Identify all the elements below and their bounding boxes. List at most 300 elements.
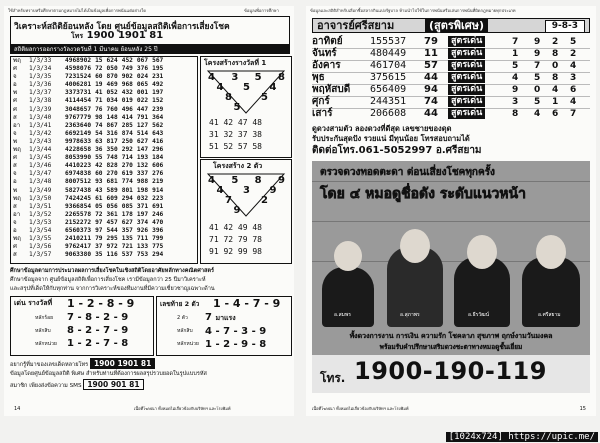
left-result-labels (35, 312, 57, 351)
stats-cell: 60 (95, 73, 103, 81)
stats-cell: 714 (121, 154, 133, 162)
stats-cell: จ (13, 218, 17, 226)
stats-cell: 1/3/50 (29, 194, 52, 202)
stats-cell: 270 (121, 162, 133, 170)
stats-cell: 567 (152, 57, 164, 64)
left-header-phone: 1900 1901 81 (86, 30, 164, 41)
day-cell: 5 (534, 97, 541, 107)
stats-cell: 6560373 (65, 226, 92, 234)
stats-cell: อ (13, 81, 17, 89)
stats-cell: 6974838 (65, 170, 92, 178)
stats-cell: 72 (95, 65, 103, 73)
day-cell: อังคาร (312, 60, 341, 71)
stats-cell: 537 (121, 251, 133, 259)
stats-cell: 294 (121, 194, 133, 202)
stats-row (11, 235, 165, 243)
day-cell: 7 (534, 61, 541, 71)
right-header-title: อาจารย์ศรีสยาม (317, 19, 395, 32)
astrologer-name: อ.สมพร (334, 312, 351, 318)
formula-label: สูตรเด่น (448, 84, 485, 95)
stats-cell: 61 (95, 194, 103, 202)
tri1-title: โครงสร้างรางวัลที่ 1 (204, 59, 267, 67)
promo-line: ศึกษาข้อมูลตามการประมวลผลการเสี่ยงโชคในเชิงสถิติโดยอาศัยหลักทางคณิตศาสตร์ (10, 268, 215, 274)
stats-row (11, 122, 165, 130)
stats-cell: 239 (152, 105, 164, 113)
stats-cell: 1/3/55 (29, 235, 52, 243)
right-result-main: 1 - 4 - 7 - 9 (213, 297, 281, 310)
stats-cell: 1/3/33 (29, 57, 52, 64)
stats-cell: 643 (152, 129, 164, 137)
left-row2-label: หลักสิบ (35, 328, 51, 334)
stats-cell: 1/3/40 (29, 113, 52, 121)
stats-row (11, 243, 165, 251)
left-credit: เนื้อที่โฆษณา ทั้งหมดไม่เกี่ยวข้องกับบริษัทฯ และโรงพิมพ์ (134, 406, 231, 411)
stats-cell: 361 (106, 210, 118, 218)
stats-row (11, 138, 165, 146)
contact-line-1: ดูดวงสามตัว ลองดวงที่ดีสุด เลขชายของดุด (312, 124, 452, 133)
stats-cell: พฤ (13, 194, 21, 202)
stats-cell: 76 (95, 105, 103, 113)
stats-cell: พ (13, 186, 18, 194)
tri-digit: 5 (233, 102, 241, 113)
stats-cell: 2363640 (65, 121, 92, 129)
stats-cell: ศ (13, 154, 17, 162)
day-cell: 9 (534, 37, 541, 47)
stats-cell: 55 (95, 154, 103, 162)
tri-digit: 8 (278, 72, 285, 83)
astrologer-face (334, 241, 362, 271)
stats-cell: พฤ (13, 235, 21, 243)
stats-row (11, 97, 165, 105)
stats-cell: 870 (106, 73, 118, 81)
stats-cell: 022 (136, 97, 149, 105)
tri1-pair-row: 51 52 57 58 (209, 142, 262, 151)
stats-cell: 54 (95, 129, 103, 137)
day-cell: 5 (570, 37, 577, 47)
day-cell: 6 (570, 85, 577, 95)
promo-line: ศึกษาข้อมูลจาก ศูนย์ข้อมูลสถิติเพื่อการเสี่ยงโชค เรามีข้อมูลกว่า 25 ปีมาวิเคราะห์ (10, 277, 206, 283)
day-cell: 4 (552, 85, 559, 95)
stats-cell: 364 (152, 113, 164, 121)
stats-cell: ส (13, 162, 17, 170)
stats-cell: 452 (121, 57, 133, 64)
right-row1-label: 2 ตัว (177, 315, 188, 321)
day-cell: 1 (552, 97, 559, 107)
stats-cell: 37 (95, 243, 103, 251)
tri-digit: 7 (225, 195, 232, 206)
stats-cell: 148 (106, 113, 118, 121)
day-cell: พุธ (312, 72, 325, 83)
stats-row (11, 106, 165, 114)
left-header-phone-label: โทร (71, 32, 84, 40)
stats-cell: 5827438 (65, 186, 92, 194)
day-cell: 5 (512, 61, 519, 71)
tri-digit: 4 (208, 72, 215, 83)
day-cell: 0 (552, 61, 559, 71)
stats-cell: 914 (152, 186, 164, 194)
stats-row (11, 89, 165, 97)
stats-cell: 1/3/52 (29, 210, 52, 218)
banner-phone: 1900-190-119 (354, 357, 547, 385)
day-cell: 6 (552, 109, 559, 119)
stats-cell: 135 (121, 235, 133, 243)
astrologer-name: อ.ธีรวัฒน์ (468, 312, 490, 318)
stats-cell: 1/3/54 (29, 226, 52, 234)
stats-cell: 416 (152, 137, 164, 145)
stats-table (11, 57, 165, 259)
stats-cell: 376 (136, 65, 149, 73)
stats-cell: 36 (95, 146, 103, 154)
stats-row (11, 154, 165, 162)
stats-cell: 4968902 (65, 57, 92, 64)
stats-cell: 067 (136, 57, 149, 64)
stats-row (11, 195, 165, 203)
left-header-title: วิเคราะห์สถิติย้อนหลัง โดย ศูนย์ข้อมูลสถิติเพื่อการเสี่ยงโชค (14, 22, 230, 32)
tri2-title: โครงสร้าง 2 ตัว (213, 162, 263, 170)
stats-cell: 032 (136, 194, 149, 202)
stats-cell: 774 (121, 178, 133, 186)
tri-digit: 5 (243, 82, 250, 93)
stats-cell: พ (13, 137, 18, 145)
stats-cell: 147 (136, 146, 149, 154)
day-cell: 11 (424, 48, 438, 59)
stats-cell: 9978633 (65, 137, 92, 145)
right-header-code: 9-8-3 (545, 20, 585, 33)
day-cell: 44 (424, 72, 438, 83)
tri1-box (200, 56, 292, 158)
stats-cell: 7424245 (65, 194, 92, 202)
stats-cell: 1/3/47 (29, 170, 52, 178)
day-cell: อาทิตย์ (312, 36, 343, 47)
day-cell: 2 (570, 49, 577, 59)
stats-cell: 2152272 (65, 218, 92, 226)
stats-cell: อา (13, 210, 21, 218)
left-row3: 1 - 2 - 7 - 8 (67, 338, 129, 349)
stats-cell: 627 (121, 218, 133, 226)
formula-label: สูตรเด่น (448, 48, 485, 59)
stats-row (11, 65, 165, 73)
tri2-pair-row: 41 42 49 48 (209, 223, 262, 232)
stats-cell: 60 (95, 170, 103, 178)
stats-cell: ศ (13, 105, 17, 113)
stats-cell: 1/3/44 (29, 146, 52, 154)
left-footer-line1 (10, 358, 290, 370)
stats-cell: 79 (95, 235, 103, 243)
tri-digit: 2 (261, 195, 268, 206)
stats-cell: 1/3/35 (29, 73, 52, 81)
stats-cell: 396 (152, 226, 164, 234)
stats-cell: จ (13, 73, 17, 81)
stats-row (11, 251, 165, 259)
stats-cell: 05 (95, 202, 103, 210)
tri2-pairs (209, 222, 262, 258)
right-row3: 1 - 2 - 9 - 8 (205, 339, 267, 350)
astrologer-face (467, 235, 497, 269)
tri-digit: 9 (278, 175, 285, 186)
day-cell: 3 (512, 97, 519, 107)
stats-cell: ส (13, 202, 17, 210)
stats-cell: 3373731 (65, 89, 92, 97)
banner-services: ทั้งดวงการงาน การเงิน ความรัก โชคลาภ สุขภาพ ฤกษ์งามวันมงคล (349, 332, 553, 340)
tri-digit: 4 (269, 82, 277, 93)
tri2-box (200, 159, 292, 264)
right-page-number: 15 (579, 406, 586, 412)
banner-line-1: ตรวจดวงทอดตะดา ต่อนเสี่ยงโชคทุกครั้ง (320, 167, 495, 178)
right-day-table (312, 36, 590, 122)
stats-cell: 799 (152, 235, 164, 243)
stats-cell: ศ (13, 65, 17, 73)
stats-cell: 9762417 (65, 243, 92, 251)
day-cell: จันทร์ (312, 48, 337, 59)
right-row1-suffix: มาแรง (215, 314, 236, 322)
day-cell: 0 (534, 85, 541, 95)
stats-cell: พฤ (13, 146, 21, 154)
stats-cell: 178 (121, 210, 133, 218)
footer-phone-1: 1900 1901 81 (90, 358, 155, 369)
day-cell: 4 (534, 109, 541, 119)
astrologer-name: อ.สุภาพร (400, 312, 420, 318)
stats-cell: 019 (121, 97, 133, 105)
promo-line: และสรุปที่เด็ดให้กับทุกท่าน จากการวิเคราะห์ของทีมงานที่มีความเชี่ยวชาญเฉพาะด้าน (10, 286, 215, 292)
left-row2: 8 - 2 - 7 - 9 (67, 325, 129, 336)
left-footer-line3 (10, 379, 290, 391)
stats-row (11, 203, 165, 211)
left-row1: 7 - 8 - 2 - 9 (67, 312, 129, 323)
stats-row (11, 114, 165, 122)
day-cell: 375615 (370, 72, 407, 83)
stats-cell: 469 (106, 81, 118, 89)
stats-cell: 414 (121, 113, 133, 121)
stats-row (11, 170, 165, 178)
right-result-box (156, 296, 292, 356)
right-row2-label: หลักสิบ (177, 328, 193, 334)
stats-cell: 7231524 (65, 73, 92, 81)
tri1-pairs (209, 117, 262, 153)
right-header-badge: (สูตรพิเศษ) (425, 19, 488, 32)
right-credit: เนื้อที่โฆษณา ทั้งหมดไม่เกี่ยวข้องกับบริษัทฯ และโรงพิมพ์ (312, 406, 409, 411)
stats-cell: 496 (121, 105, 133, 113)
left-page-number: 14 (14, 406, 21, 412)
day-cell: 4 (512, 73, 519, 83)
day-cell: 206608 (370, 108, 407, 119)
stats-cell: 606 (152, 162, 164, 170)
stats-cell: 9767779 (65, 113, 92, 121)
left-page (4, 6, 294, 416)
stats-cell: 749 (121, 65, 133, 73)
stats-cell: 42 (95, 162, 103, 170)
stats-cell: 357 (121, 226, 133, 234)
stats-row (11, 219, 165, 227)
tri-digit: 3 (243, 185, 250, 196)
stats-cell: 285 (121, 121, 133, 129)
stats-cell: 056 (106, 202, 118, 210)
stats-cell: 132 (136, 162, 149, 170)
stats-cell: 63 (95, 137, 103, 145)
right-header (312, 18, 590, 33)
contact-line-2: รับประกันสุดปัง รวยแน่ มีทุนน้อย โทรสอบถามได้ (312, 134, 470, 143)
stats-cell: 219 (152, 178, 164, 186)
right-result-title: เลขท้าย 2 ตัว (160, 300, 200, 308)
stats-cell: 988 (136, 178, 149, 186)
formula-label: สูตรเด่น (448, 36, 485, 47)
stats-cell: 681 (106, 178, 118, 186)
stats-cell: 1/3/51 (29, 202, 52, 210)
stats-cell: 193 (136, 154, 149, 162)
stats-row (11, 162, 165, 170)
stats-cell: 024 (136, 73, 149, 81)
stats-row (11, 178, 165, 186)
stats-cell: จ (13, 129, 17, 137)
stats-cell: 8007512 (65, 178, 92, 186)
stats-cell: 231 (152, 73, 164, 81)
stats-cell: 801 (121, 186, 133, 194)
stats-cell: 195 (152, 65, 164, 73)
formula-label: สูตรเด่น (448, 72, 485, 83)
stats-cell: 562 (152, 121, 164, 129)
stats-cell: 4114454 (65, 97, 92, 105)
footer-phone-2: 1900 901 81 (83, 379, 143, 390)
left-table-title: สถิติผลการออกรางวัลงวดวันที่ 1 มีนาคม ย้อนหลัง 25 ปี (10, 45, 290, 54)
day-row (312, 108, 590, 120)
stats-cell: 2265578 (65, 210, 92, 218)
stats-row (11, 211, 165, 219)
stats-cell: 133 (136, 243, 149, 251)
stats-cell: 97 (95, 218, 103, 226)
day-cell: 44 (424, 108, 438, 119)
stats-cell: 295 (106, 235, 118, 243)
watermark: [1024x724] https://upic.me/ (446, 432, 598, 442)
tri-digit: 4 (208, 175, 215, 186)
stats-row (11, 130, 165, 138)
stats-cell: 43 (95, 186, 103, 194)
stats-cell: 052 (106, 89, 118, 97)
day-cell: 480449 (370, 48, 407, 59)
contact-phone: ติดต่อโทร.061-5052997 อ.ศรีสยาม (312, 145, 482, 156)
day-cell: 9 (534, 49, 541, 59)
banner-services-2: พร้อมรับคำปรึกษาเสริมดวงชะตาทางหมอดูชั้นเยี่ยม (379, 343, 523, 351)
day-cell: 7 (570, 109, 577, 119)
day-cell: 5 (534, 73, 541, 83)
stats-cell: 296 (152, 146, 164, 154)
left-result-main: 1 - 2 - 8 - 9 (67, 297, 135, 310)
stats-cell: 250 (121, 137, 133, 145)
stats-cell: 867 (106, 121, 118, 129)
stats-cell: พฤ (13, 57, 21, 64)
stats-cell: 9366854 (65, 202, 92, 210)
stats-cell: 691 (152, 202, 164, 210)
stats-cell: 71 (95, 97, 103, 105)
stats-cell: 223 (152, 194, 164, 202)
left-stats-table (10, 56, 198, 264)
stats-cell: 034 (106, 97, 118, 105)
stats-cell: 1/3/37 (29, 89, 52, 97)
day-cell: 79 (424, 36, 438, 47)
stats-cell: 470 (152, 218, 164, 226)
stats-cell: 1/3/41 (29, 121, 52, 129)
stats-cell: 721 (121, 243, 133, 251)
stats-cell: 6692149 (65, 129, 92, 137)
tri1-pair-row: 31 32 37 38 (209, 130, 262, 139)
stats-cell: 276 (152, 170, 164, 178)
stats-row (11, 81, 165, 89)
day-cell: 94 (424, 84, 438, 95)
astrologer-name: อ.ศรีสยาม (538, 312, 561, 318)
stats-cell: 1/3/38 (29, 97, 52, 105)
tri-digit: 5 (254, 72, 262, 83)
stats-cell: 72 (95, 210, 103, 218)
stats-cell: 432 (121, 89, 133, 97)
stats-cell: 065 (136, 81, 149, 89)
stats-cell: 9063380 (65, 251, 92, 259)
tri-digit: 5 (261, 92, 268, 103)
stats-cell: 711 (136, 235, 149, 243)
day-cell: 8 (512, 109, 519, 119)
day-cell: 656409 (370, 84, 407, 95)
stats-cell: 371 (136, 202, 149, 210)
astrologer-face (536, 235, 566, 269)
stats-cell: 4598076 (65, 65, 92, 73)
stats-cell: 374 (136, 218, 149, 226)
day-cell: 74 (424, 96, 438, 107)
right-result-labels (177, 312, 199, 351)
footer-text-2: ข้อมูลโดยศูนย์ข้อมูลสถิติ พิเศษ สำหรับท่านที่ต้องการผลสรุปรวบยอดในรูปแบบรหัส (10, 371, 207, 377)
stats-cell: จ (13, 170, 17, 178)
banner-phone-label: โทร. (320, 371, 346, 385)
stats-cell: 1/3/46 (29, 162, 52, 170)
tri-digit: 4 (216, 185, 224, 196)
footer-text-3: สมาชิก เพียงส่งข้อความ SMS (10, 383, 82, 389)
tri1-digits (206, 69, 286, 115)
tri2-digits (206, 172, 286, 218)
day-cell: 1 (512, 49, 519, 59)
stats-cell: 1/3/39 (29, 105, 52, 113)
footer-text-1: อยากรู้ที่มาของเลขเด็ดหลายโทร (10, 362, 89, 368)
day-cell: พฤหัสบดี (312, 84, 351, 95)
left-result-box (10, 296, 154, 356)
day-cell: เสาร์ (312, 108, 333, 119)
fortune-banner (312, 161, 590, 393)
stats-cell: 2410211 (65, 235, 92, 243)
stats-cell: 4228658 (65, 146, 92, 154)
tri2-pair-row: 71 72 79 78 (209, 235, 262, 244)
stats-cell: 760 (106, 105, 118, 113)
stats-cell: ศ (13, 97, 17, 105)
stats-row (11, 227, 165, 235)
stats-cell: 624 (106, 57, 118, 64)
stats-row (11, 57, 165, 65)
left-header-box (10, 16, 290, 45)
stats-cell: 152 (152, 97, 164, 105)
stats-cell: 41 (95, 89, 103, 97)
formula-label: สูตรเด่น (448, 60, 485, 71)
day-cell: 4 (570, 97, 577, 107)
right-contact (312, 124, 590, 157)
tri-digit: 8 (225, 92, 232, 103)
stats-cell: 619 (121, 170, 133, 178)
left-top-note-2: ข้อมูลเพื่อการศึกษา (244, 8, 279, 13)
stats-cell: 748 (106, 154, 118, 162)
stats-cell: 350 (106, 146, 118, 154)
stats-cell: 627 (136, 137, 149, 145)
stats-cell: 184 (152, 154, 164, 162)
stats-cell: 4006281 (65, 81, 92, 89)
right-top-note: ข้อมูลและสถิติสำหรับเลือกซื้อสลากกินแบ่งรัฐบาล ห้ามนำไปใช้ในการพนันหรือเล่นการพนันที่ผิดกฎหมายทุกประเภท (310, 8, 516, 13)
day-cell: 9 (512, 85, 519, 95)
stats-cell: 791 (136, 113, 149, 121)
right-row1-value: 7 (205, 312, 212, 323)
stats-cell: อา (13, 121, 21, 129)
stats-cell: 492 (152, 81, 164, 89)
